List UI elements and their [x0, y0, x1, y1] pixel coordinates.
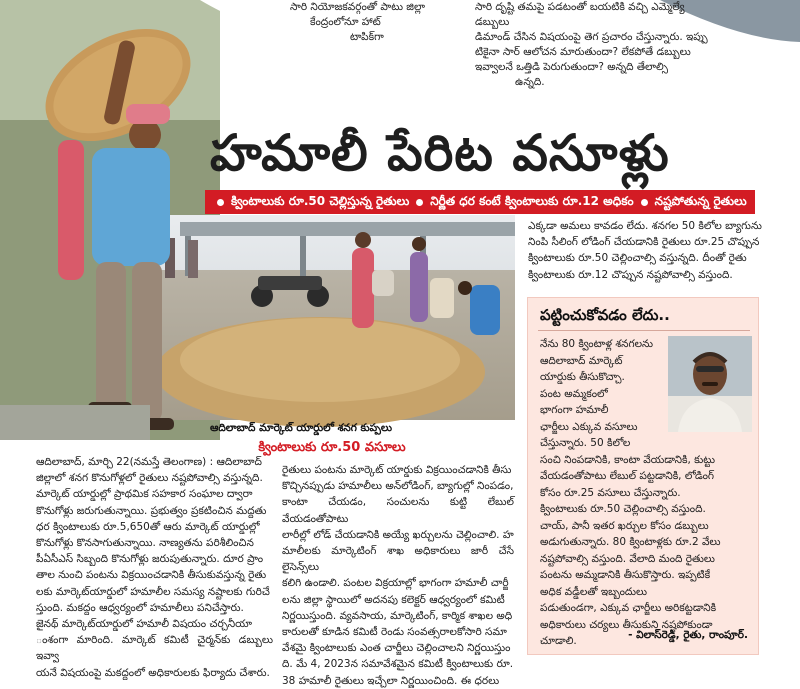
text-line: వేశమై క్వింటాలుకు ఎంత చార్జీలు చెల్లించాలని నిర్ణయిస్తుం: [282, 642, 511, 655]
text-line: ఆదిలాబాద్, మార్చి 22(నమస్తే తెలంగాణ) : ఆదిలాబాద్: [36, 456, 262, 468]
text-line: కొచ్చినప్పుడు హమాలీలు అన్‌లోడింగ్, బ్యాగుల్లో నింపడం,: [282, 480, 514, 493]
text-line: ంశంగా మారింది. మార్కెట్ కమిటీ చైర్మన్‌కు డబ్బులు ఇవ్వా: [36, 634, 273, 663]
quote-attribution: - విలాస్‌రెడ్డి, రైతు, రాంపూర్.: [628, 629, 748, 641]
text-line: అధికారులు చర్యలు తీసుకుని నష్టపోకుండా: [540, 618, 713, 631]
text-line: సారి దృష్టి తమపై పడటంతో బయటికి వచ్చి ఎమ్మెల్యే డబ్బులు: [475, 1, 685, 28]
text-line: మాలీలకు మార్కెటింగ్ శాఖ అధికారులు జారీ చేసే లైసెన్స్‌లు: [282, 545, 514, 574]
strap-item: నిర్ణీత ధర కంటే క్వింటాలుకు రూ.12 అధికం: [430, 193, 634, 208]
text-line: 38 హమాలీ రైతులు ఇచ్చేలా నిర్ణయించింది. ఈ ధరలు: [282, 674, 500, 687]
bullet-dot: [217, 199, 224, 206]
text-line: టాపిక్‌గా: [350, 31, 384, 43]
strap-item: క్వింటాలుకు రూ.50 చెల్లిస్తున్న రైతులు: [231, 193, 410, 208]
photo-caption: ఆదిలాబాద్ మార్కెట్ యార్డులో శనగ కుప్పలు: [210, 422, 392, 434]
text-line: అధిక వడ్డీలతో ఇబ్బందులు: [540, 585, 648, 598]
text-line: నష్టపోవాల్సి వస్తుంది. వేలాది మంది రైతులు: [540, 552, 715, 565]
text-line: చాయ్, పానీ ఇతర ఖర్చుల కోసం డబ్బులు: [540, 519, 709, 532]
sub-heading: క్వింటాలుకు రూ.50 వసూలు: [258, 440, 406, 455]
top-section: [0, 0, 800, 120]
text-line: కాంటా చేయడం, సంచులను కుట్టి లేబుల్ వేయడంతోపాటు: [282, 496, 514, 525]
headline: హమాలీ పేరిట వసూళ్లు: [210, 123, 670, 182]
text-line: ఉన్నది.: [515, 76, 545, 88]
text-line: కేంద్రంలోనూ హాట్: [310, 16, 381, 28]
strap-item: నష్టపోతున్న రైతులు: [654, 193, 747, 208]
top-text-col-1: [290, 0, 440, 45]
text-line: క్వింటాలుకు రూ.50 చెల్లించాల్సి వస్తున్నది. దీంతో రైతు: [528, 252, 747, 265]
red-strap-bar: [205, 190, 755, 214]
text-line: మార్కెట్ యార్డుల్లో ప్రాథమిక సహకార సంఘాల ద్వారా: [36, 488, 253, 501]
text-line: యార్డుకు తీసుకొచ్చా.: [540, 371, 625, 383]
farmer-quote-box: [527, 297, 759, 655]
text-line: క్వింటాలుకు రూ.50 చెల్లించాల్సి వస్తుంది.: [540, 503, 706, 515]
text-line: క్వింటాలుకు రూ.12 చొప్పున నష్టపోవాల్సి వస్తుంది.: [528, 268, 733, 281]
box-title: పట్టించుకోవడం లేదు..: [540, 306, 670, 324]
text-line: పంట అమ్మకంలో: [540, 387, 608, 400]
text-line: జైనథ్ మార్కెట్‌యార్డులో హమాలీ విషయం చర్చనీయా: [36, 618, 252, 631]
text-line: యనే విషయంపై మకద్దంలో అధికారులకు ఫిర్యాదు చేశారు.: [36, 666, 270, 679]
text-line: కోసం రూ.25 వసూలు చేస్తున్నారు.: [540, 486, 681, 499]
text-line: జిల్లాలో శనగ కొనుగోళ్లలో రైతులు నష్టపోవాల్సి వస్తున్నది.: [36, 472, 263, 485]
box-text-narrow: [540, 336, 668, 452]
text-line: ఛార్జీలు ఎక్కువ వసూలు: [540, 420, 638, 433]
text-line: పడుతుండగా, ఎక్కువ ఛార్జీలు అరికట్టడానికి: [540, 602, 717, 614]
text-line: కొనుగోళ్లు కొనసాగుతున్నాయి. నాణ్యతను పరిశీలించిన: [36, 537, 254, 550]
box-text: [540, 336, 752, 650]
text-line: ఎక్కడా అమలు కావడం లేదు. శనగల 50 కిలోల బ్యాగును: [528, 220, 762, 232]
text-line: నిర్ణయిస్తుంది. వ్యవసాయ, మార్కెటింగ్, కార్మిక శాఖల అధి: [282, 609, 513, 622]
text-line: కొనుగోళ్లు జరుగుతున్నాయి. ప్రభుత్వం ప్రకటించిన మద్దతు: [36, 504, 267, 517]
text-line: ధర క్వింటాలుకు రూ.5,650తో ఆరు మార్కెట్ యార్డుల్లో: [36, 520, 260, 533]
text-line: సంచి నింపడానికి, కాంటా వేయడానికి, కుట్టు: [540, 453, 716, 466]
text-line: చేస్తున్నారు. 50 కిలోల: [540, 437, 631, 449]
divider: [538, 330, 750, 331]
text-line: కలిగి ఉండాలి. పంటల విక్రయాల్లో భాగంగా హమాలీ చార్జీ: [282, 577, 509, 590]
text-line: స్తుంది. మకద్దం ఆధ్వర్యంలో హమాలీలు పనిచేస్తారు.: [36, 601, 244, 614]
text-line: కారులతో కూడిన కమిటీ రెండు సంవత్సరాలకోసారి సమా: [282, 626, 507, 639]
article-column-right-top: [528, 218, 768, 283]
text-line: నింపి సీలింగ్ లోడింగ్ చేయడానికి రైతులు రూ.25 చొప్పున: [528, 236, 760, 249]
text-line: పంటను అమ్మడానికి తీసుకొస్తారు. ఇప్పటికే: [540, 569, 711, 581]
text-line: డిమాండ్ చేసిన విషయంపై తెగ ప్రచారం చేస్తున్నారు. ఇప్పు: [475, 31, 708, 43]
text-line: రైతులు పంటను మార్కెట్ యార్డుకు విక్రయించడానికి తీసు: [282, 464, 512, 476]
text-line: ది. మే 4, 2023న సమావేశమైన కమిటీ క్వింటాలుకు రూ.: [282, 658, 514, 671]
text-line: అడుగుతున్నారు. 80 క్వింటాళ్లకు రూ.2 వేలు: [540, 536, 721, 548]
text-line: చూడాలి.: [540, 635, 577, 647]
text-line: పీఏసీఎస్ సిబ్బంది కొనుగోళ్లు జరుపుతున్నారు. దూర ప్రాం: [36, 553, 264, 566]
bullet-dot: [416, 199, 423, 206]
text-line: లకు మార్కెట్‌యార్డులో హమాలీల సమస్య నష్టాలకు గురిచే: [36, 585, 270, 598]
text-line: నేను 80 క్వింటాళ్ల శనగలను: [540, 338, 654, 350]
text-line: లారీల్లో లోడ్ చేయడానికి అయ్యే ఖర్చులను చెల్లించాలి. హ: [282, 528, 514, 541]
text-line: వేయడంతోపాటు లేబుల్ పట్టడానికి, లోడింగ్: [540, 470, 715, 482]
article-column-middle: [282, 462, 514, 689]
text-line: తాల నుంచి పంటను విక్రయించడానికి తీసుకువస్తున్న రైతు: [36, 569, 267, 582]
text-line: లను జిల్లా స్థాయిలో అదనపు కలెక్టర్ ఆధ్వర్యంలో కమిటీ: [282, 593, 505, 606]
text-line: సారి నియోజకవర్గంతో పాటు జిల్లా: [290, 1, 425, 13]
text-line: టికైనా సార్ ఆలోచన మారుతుందా? లేకపోతే డబ్బులు: [475, 46, 691, 58]
text-line: ఆదిలాబాద్ మార్కెట్: [540, 354, 623, 367]
top-text-col-2: [475, 0, 710, 90]
text-line: భాగంగా హమాలీ: [540, 404, 609, 416]
article-column-left: [36, 454, 273, 681]
bullet-dot: [641, 199, 648, 206]
text-line: ఇవ్వాలనే ఒత్తిడి పెరుగుతుందా? అన్నది తేలాల్సి: [475, 61, 668, 73]
